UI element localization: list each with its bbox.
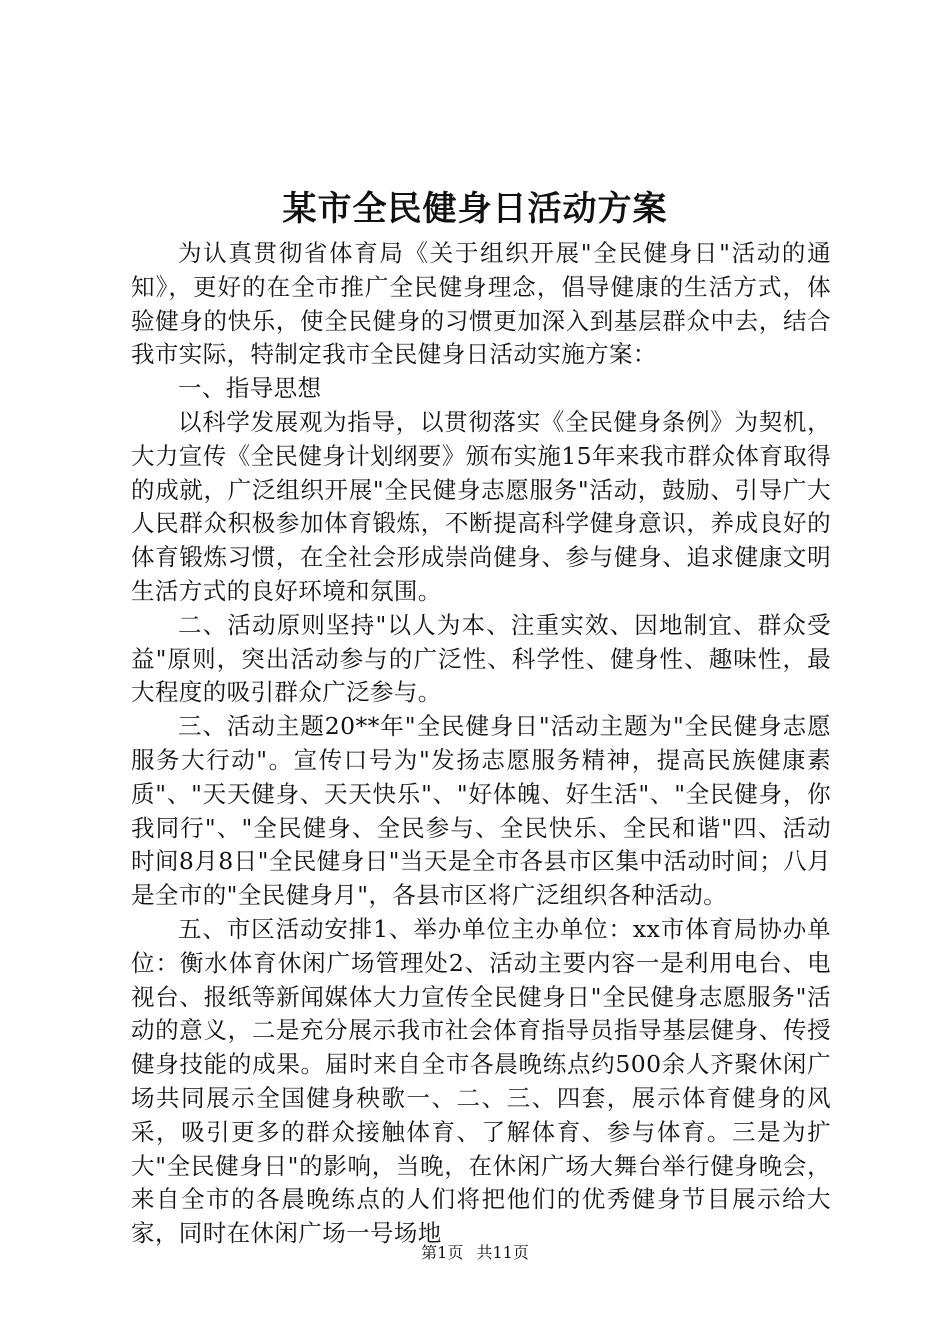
paragraph-intro: 为认真贯彻省体育局《关于组织开展"全民健身日"活动的通知》，更好的在全市推广全民健身理念，倡导健康的生活方式，体验健身的快乐，使全民健身的习惯更加深入到基层群众中去，结合我市实际，特制定我市全民健身日活动实施方案： bbox=[131, 239, 831, 369]
paragraph-guiding-ideology: 以科学发展观为指导，以贯彻落实《全民健身条例》为契机，大力宣传《全民健身计划纲要》颁布实施15年来我市群众体育取得的成就，广泛组织开展"全民健身志愿服务"活动，鼓励、引导广大人民群众积极参加体育锻炼，不断提高科学健身意识，养成良好的体育锻炼习惯，在全社会形成崇尚健身、参与健身、追求健康文明生活方式的良好环境和氛围。 bbox=[131, 407, 831, 605]
document-title: 某市全民健身日活动方案 bbox=[282, 189, 668, 229]
document-body bbox=[131, 237, 831, 1251]
page-footer bbox=[0, 1242, 950, 1264]
page-number: 第1页 bbox=[421, 1243, 464, 1262]
paragraph-city-arrangements: 五、市区活动安排1、举办单位主办单位：xx市体育局协办单位：衡水体育休闲广场管理处2、活动主要内容一是利用电台、电视台、报纸等新闻媒体大力宣传全民健身日"全民健身志愿服务"活动的意义，二是充分展示我市社会体育指导员指导基层健身、传授健身技能的成果。届时来自全市各晨晚练点约500余人齐聚休闲广场共同展示全国健身秧歌一、二、三、四套，展示体育健身的风采，吸引更多的群众接触体育、了解体育、参与体育。三是为扩大"全民健身日"的影响，当晚，在休闲广场大舞台举行健身晚会，来自全市的各晨晚练点的人们将把他们的优秀健身节目展示给大家，同时在休闲广场一号场地 bbox=[131, 914, 831, 1248]
paragraph-activity-theme: 三、活动主题20**年"全民健身日"活动主题为"全民健身志愿服务大行动"。宣传口号为"发扬志愿服务精神，提高民族健康素质"、"天天健身、天天快乐"、"好体魄、好生活"、"全民健身，你我同行"、"全民健身、全民参与、全民快乐、全民和谐"四、活动时间8月8日"全民健身日"当天是全市各县市区集中活动时间；八月是全市的"全民健身月"，各县市区将广泛组织各种活动。 bbox=[131, 712, 831, 910]
paragraph-activity-principles: 二、活动原则坚持"以人为本、注重实效、因地制宜、群众受益"原则，突出活动参与的广泛性、科学性、健身性、趣味性，最大程度的吸引群众广泛参与。 bbox=[131, 610, 831, 707]
page-total: 共11页 bbox=[476, 1243, 529, 1262]
section-heading-guiding-ideology: 一、指导思想 bbox=[178, 374, 322, 403]
